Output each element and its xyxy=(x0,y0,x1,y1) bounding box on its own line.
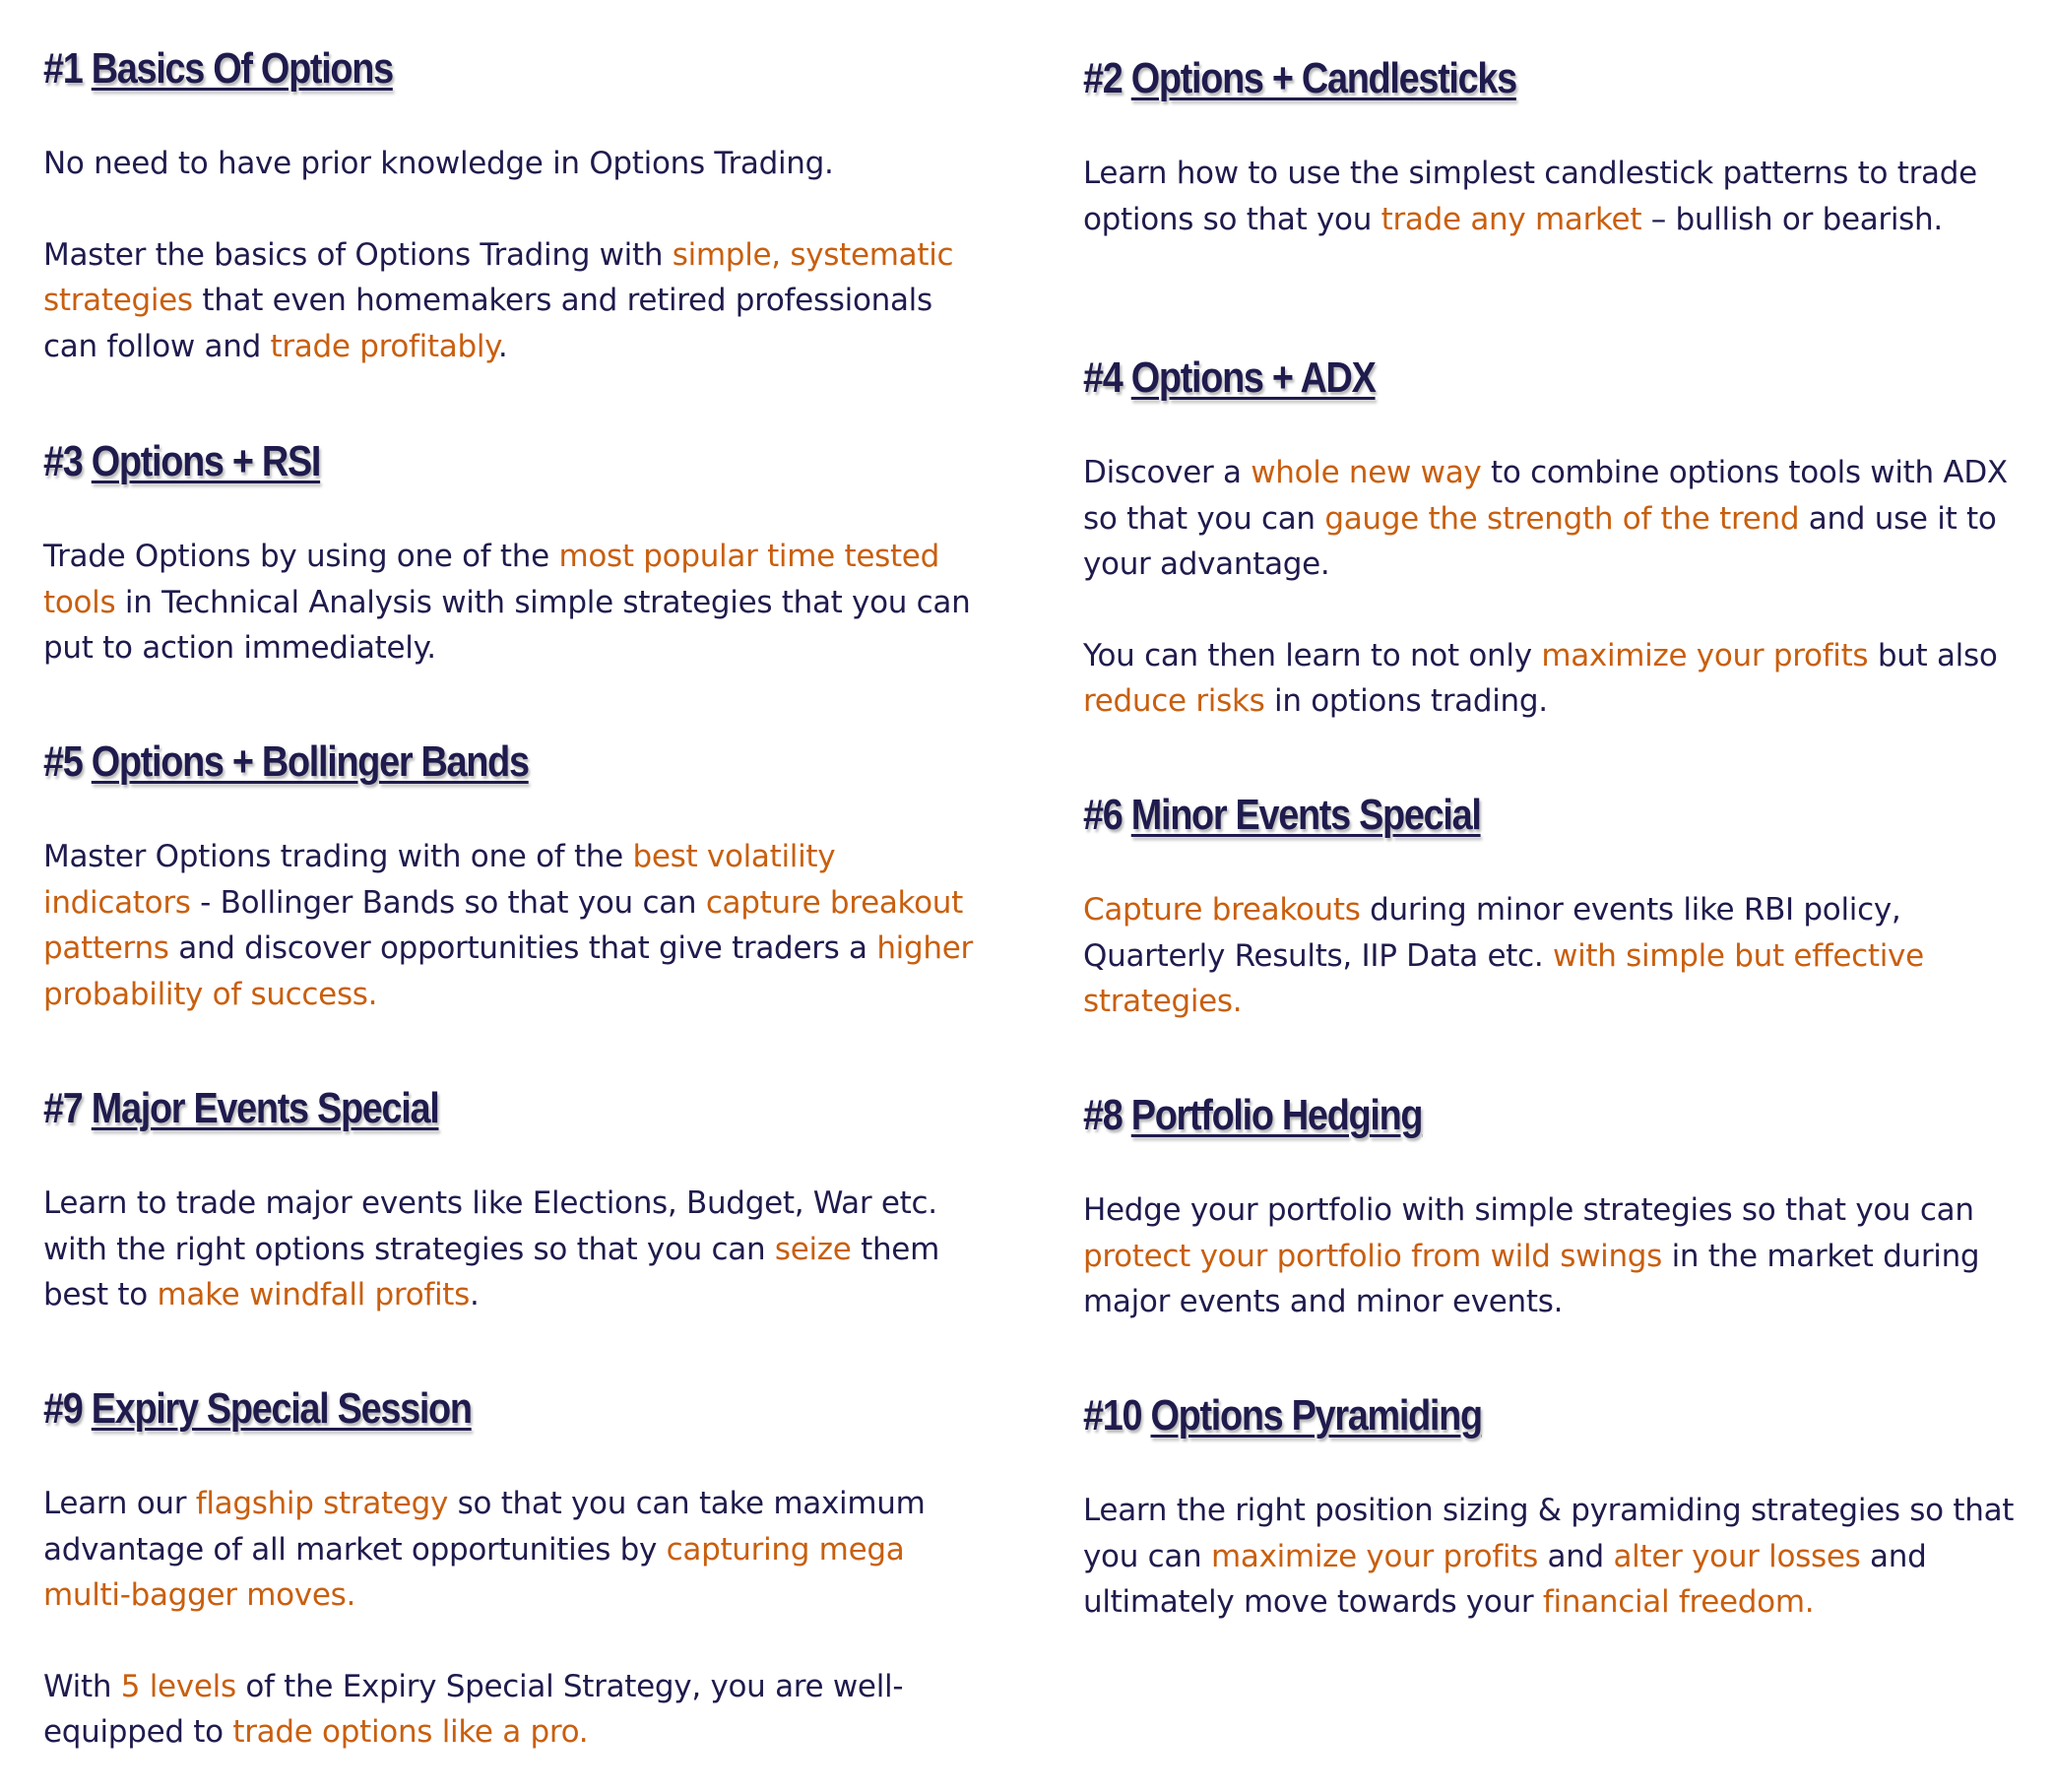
section-title: Basics Of Options xyxy=(91,44,393,93)
highlight-text: reduce risks xyxy=(1083,683,1265,719)
body-text: . xyxy=(497,328,508,364)
body-text: Master Options trading with one of the xyxy=(43,839,633,874)
body-text: Learn our xyxy=(43,1486,196,1521)
highlight-text: 5 levels xyxy=(120,1668,236,1704)
section-paragraph xyxy=(43,1481,989,1619)
body-text: and discover opportunities that give traders a xyxy=(168,930,877,966)
section-options-candlesticks xyxy=(1083,53,2028,242)
section-title: Options + ADX xyxy=(1130,353,1376,402)
highlight-text: trade profitably xyxy=(270,328,498,364)
body-text: Learn how to use the simplest candlestick patterns to trade options so that you xyxy=(1083,156,1977,237)
highlight-text: best volatility indicators xyxy=(43,839,836,921)
section-major-events-special xyxy=(43,1083,989,1318)
section-title: Portfolio Hedging xyxy=(1130,1091,1423,1139)
body-text: – bullish or bearish. xyxy=(1641,201,1943,237)
highlight-text: capturing mega multi-bagger moves. xyxy=(43,1531,905,1613)
section-basics-of-options xyxy=(43,43,989,369)
section-options-rsi xyxy=(43,436,989,672)
body-text: and use it to your advantage. xyxy=(1083,500,1997,582)
body-text: and xyxy=(1537,1538,1614,1574)
section-paragraph xyxy=(43,141,989,187)
body-text: and ultimately move towards your xyxy=(1083,1538,1927,1620)
section-heading xyxy=(43,43,857,95)
highlight-text: maximize your profits xyxy=(1541,637,1869,673)
highlight-text: whole new way xyxy=(1251,455,1482,490)
body-text: during minor events like RBI policy, Quarterly Results, IIP Data etc. xyxy=(1083,892,1901,974)
section-title: Expiry Special Session xyxy=(91,1384,472,1433)
section-heading xyxy=(43,736,857,788)
section-title: Options + RSI xyxy=(91,437,321,485)
body-text: Trade Options by using one of the xyxy=(43,539,559,574)
section-heading xyxy=(43,436,857,487)
body-text: You can then learn to not only xyxy=(1083,637,1542,673)
section-paragraph xyxy=(1083,1488,2028,1626)
section-paragraph xyxy=(43,232,989,370)
section-paragraph xyxy=(43,1664,989,1756)
body-text: in options trading. xyxy=(1264,683,1548,719)
body-text: Learn to trade major events like Elections, Budget, War etc. with the right options strategies so that you can xyxy=(43,1185,937,1267)
body-text: of the Expiry Special Strategy, you are well-equipped to xyxy=(43,1668,904,1750)
section-title: Minor Events Special xyxy=(1130,791,1481,839)
section-expiry-special-session xyxy=(43,1383,989,1756)
section-number: #9 xyxy=(43,1384,83,1433)
body-text: them best to xyxy=(43,1231,939,1312)
section-heading xyxy=(1083,352,1896,404)
highlight-text: most popular time tested tools xyxy=(43,539,939,620)
section-title: Major Events Special xyxy=(91,1084,439,1132)
highlight-text: capture breakout patterns xyxy=(43,884,963,966)
section-paragraph xyxy=(1083,450,2028,588)
highlight-text: trade options like a pro. xyxy=(232,1714,589,1750)
section-options-adx xyxy=(1083,352,2028,725)
section-paragraph xyxy=(43,534,989,672)
body-text: but also xyxy=(1868,637,1998,673)
highlight-text: seize xyxy=(774,1231,852,1267)
highlight-text: maximize your profits xyxy=(1210,1538,1538,1574)
highlight-text: trade any market xyxy=(1380,201,1642,237)
highlight-text: Capture breakouts xyxy=(1083,892,1361,928)
body-text: that even homemakers and retired professionals can follow and xyxy=(43,283,932,364)
body-text: Discover a xyxy=(1083,455,1252,490)
section-number: #3 xyxy=(43,437,83,485)
body-text: Learn the right position sizing & pyramiding strategies so that you can xyxy=(1083,1493,2015,1574)
section-options-bollinger-bands xyxy=(43,736,989,1017)
section-paragraph xyxy=(1083,633,2028,725)
section-paragraph xyxy=(1083,151,2028,242)
highlight-text: flagship strategy xyxy=(195,1486,449,1521)
highlight-text: simple, systematic strategies xyxy=(43,236,954,318)
body-text: to combine options tools with ADX so that you can xyxy=(1083,455,2008,537)
section-number: #5 xyxy=(43,737,83,786)
body-text: - Bollinger Bands so that you can xyxy=(190,884,706,921)
section-heading xyxy=(1083,1090,1896,1141)
body-text: . xyxy=(470,1277,480,1312)
section-number: #4 xyxy=(1083,353,1123,402)
section-title: Options + Bollinger Bands xyxy=(91,737,529,786)
section-paragraph xyxy=(43,1181,989,1318)
highlight-text: higher probability of success. xyxy=(43,930,973,1012)
section-number: #2 xyxy=(1083,54,1123,102)
section-number: #6 xyxy=(1083,791,1123,839)
section-heading xyxy=(43,1383,857,1435)
section-paragraph xyxy=(1083,887,2028,1025)
section-heading xyxy=(1083,1390,1896,1441)
section-paragraph xyxy=(1083,1187,2028,1325)
body-text: Hedge your portfolio with simple strategies so that you can xyxy=(1083,1192,1974,1228)
body-text: in Technical Analysis with simple strategies that you can put to action immediately. xyxy=(43,584,971,666)
body-text: in the market during major events and minor events. xyxy=(1083,1238,1980,1319)
section-title: Options + Candlesticks xyxy=(1130,54,1516,102)
body-text: No need to have prior knowledge in Options Trading. xyxy=(43,146,834,181)
section-number: #8 xyxy=(1083,1091,1123,1139)
section-portfolio-hedging xyxy=(1083,1090,2028,1325)
body-text: so that you can take maximum advantage of all market opportunities by xyxy=(43,1486,926,1568)
highlight-text: financial freedom. xyxy=(1542,1584,1815,1620)
section-minor-events-special xyxy=(1083,790,2028,1025)
section-heading xyxy=(1083,790,1896,841)
section-heading xyxy=(43,1083,857,1134)
section-options-pyramiding xyxy=(1083,1390,2028,1626)
body-text: With xyxy=(43,1668,121,1704)
section-heading xyxy=(1083,53,1896,104)
section-number: #1 xyxy=(43,44,83,93)
section-number: #10 xyxy=(1083,1391,1142,1440)
highlight-text: gauge the strength of the trend xyxy=(1324,500,1800,537)
highlight-text: alter your losses xyxy=(1613,1538,1861,1574)
highlight-text: protect your portfolio from wild swings xyxy=(1083,1238,1663,1274)
section-paragraph xyxy=(43,834,989,1017)
body-text: Master the basics of Options Trading with xyxy=(43,236,673,273)
highlight-text: make windfall profits xyxy=(157,1277,470,1312)
section-number: #7 xyxy=(43,1084,83,1132)
section-title: Options Pyramiding xyxy=(1150,1391,1482,1440)
highlight-text: with simple but effective strategies. xyxy=(1083,937,1924,1019)
